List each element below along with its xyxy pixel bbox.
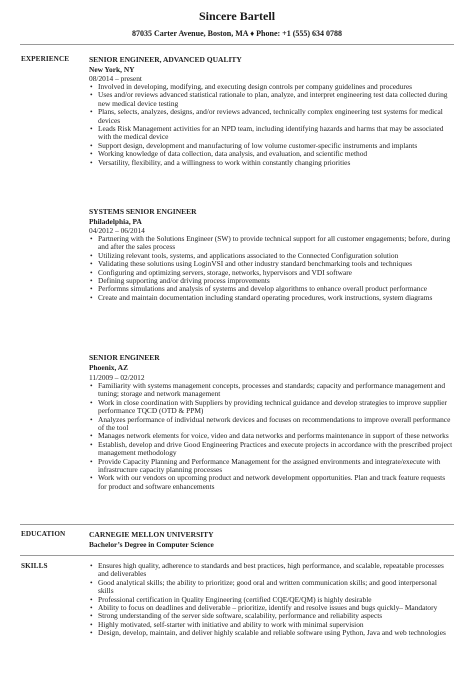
list-item: • Familiarity with systems management concepts, processes and standards; capacity and performance management and tuning; storage and network management	[89, 382, 454, 399]
list-item: • Manages network elements for voice, video and data networks and performs maintenance in support of these networks	[89, 432, 454, 440]
list-item: • Configuring and optimizing servers, storage, networks, hypervisors and VDI software	[89, 269, 454, 277]
list-item: • Working knowledge of data collection, data analysis, and evaluation, and scientific method	[89, 150, 454, 158]
job-title: SENIOR ENGINEER	[89, 353, 160, 362]
list-item: • Uses and/or reviews advanced statistical rationale to plan, analyze, and interpret engineering test data collected during new medical device testing	[89, 91, 454, 108]
job-dates: 04/2012 – 06/2014	[89, 226, 145, 235]
contact-line: 87035 Carter Avenue, Boston, MA ♦ Phone: +1 (555) 634 0788	[131, 29, 343, 38]
job-location: Phoenix, AZ	[89, 363, 129, 372]
list-item: • Partnering with the Solutions Engineer (SW) to provide technical support for all customer engagements; before, during and after the sales process	[89, 235, 454, 252]
job-bullet-list	[89, 382, 454, 491]
header-divider	[20, 44, 454, 45]
job-dates: 08/2014 – present	[89, 74, 142, 83]
section-divider	[20, 524, 454, 525]
section-label-experience: EXPERIENCE	[21, 55, 70, 63]
school-name: CARNEGIE MELLON UNIVERSITY	[89, 530, 214, 539]
section-label-skills: SKILLS	[21, 562, 48, 570]
skills-bullet-list	[89, 562, 454, 638]
list-item: • Good analytical skills; the ability to prioritize; good oral and written communication skills; and good interpersonal skills	[89, 579, 454, 596]
list-item: • Versatility, flexibility, and a willingness to work within constantly changing priorities	[89, 159, 454, 167]
list-item: • Defining supporting and/or driving process improvements	[89, 277, 454, 285]
job-title: SENIOR ENGINEER, ADVANCED QUALITY	[89, 55, 242, 64]
list-item: • Validating these solutions using LoginVSI and other industry standard benchmarking tools and techniques	[89, 260, 454, 268]
candidate-name: Sincere Bartell	[198, 9, 276, 23]
list-item: • Create and maintain documentation including standard operating procedures, work instructions, system diagrams	[89, 294, 454, 302]
list-item: • Highly motivated, self-starter with initiative and ability to work with minimal supervision	[89, 621, 454, 629]
list-item: • Design, develop, maintain, and deliver highly scalable and reliable software using Python, Java and web technologies	[89, 629, 454, 637]
section-divider	[20, 555, 454, 556]
job-title: SYSTEMS SENIOR ENGINEER	[89, 207, 197, 216]
list-item: • Establish, develop and drive Good Engineering Practices and execute projects in accordance with the prescribed project management methodology	[89, 441, 454, 458]
job-location: New York, NY	[89, 65, 135, 74]
job-dates: 11/2009 – 02/2012	[89, 373, 145, 382]
list-item: • Analyzes performance of individual network devices and focuses on recommendations to improve overall performance of the tool	[89, 416, 454, 433]
list-item: • Leads Risk Management activities for an NPD team, including identifying hazards and harms that may be associated with the medical device	[89, 125, 454, 142]
list-item: • Professional certification in Quality Engineering (certified CQE/QE/QM) is highly desirable	[89, 596, 454, 604]
list-item: • Involved in developing, modifying, and executing design controls per company guidelines and procedures	[89, 83, 454, 91]
list-item: • Work with our vendors on upcoming product and network development opportunities. Plan and track feature requests for product and software enhancements	[89, 474, 454, 491]
list-item: • Strong understanding of the server side software, scalability, performance and reliability aspects	[89, 612, 454, 620]
job-bullet-list	[89, 235, 454, 302]
list-item: • Performns simulations and analysis of systems and develop algorithms to enhance overall product performance	[89, 285, 454, 293]
job-location: Philadelphia, PA	[89, 217, 142, 226]
list-item: • Ensures high quality, adherence to standards and best practices, high performance, and scalable, repeatable processes and deliverables	[89, 562, 454, 579]
list-item: • Plans, selects, analyzes, designs, and/or reviews advanced, technically complex engineering test systems for medical devices	[89, 108, 454, 125]
list-item: • Utilizing relevant tools, systems, and applications associated to the Connected Configuration solution	[89, 252, 454, 260]
degree: Bachelor’s Degree in Computer Science	[89, 540, 214, 549]
list-item: • Support design, development and manufacturing of low volume customer-specific instruments and implants	[89, 142, 454, 150]
list-item: • Ability to focus on deadlines and deliverable – prioritize, identify and resolve issues and bugs quickly– Mandatory	[89, 604, 454, 612]
list-item: • Work in close coordination with Suppliers by providing technical guidance and develop strategies to improve supplier performance TQCD (OTD & PPM)	[89, 399, 454, 416]
section-label-education: EDUCATION	[21, 530, 66, 538]
job-bullet-list	[89, 83, 454, 167]
list-item: • Provide Capacity Planning and Performance Management for the assigned environments and integrate/execute with infrastructure capacity planning processes	[89, 458, 454, 475]
